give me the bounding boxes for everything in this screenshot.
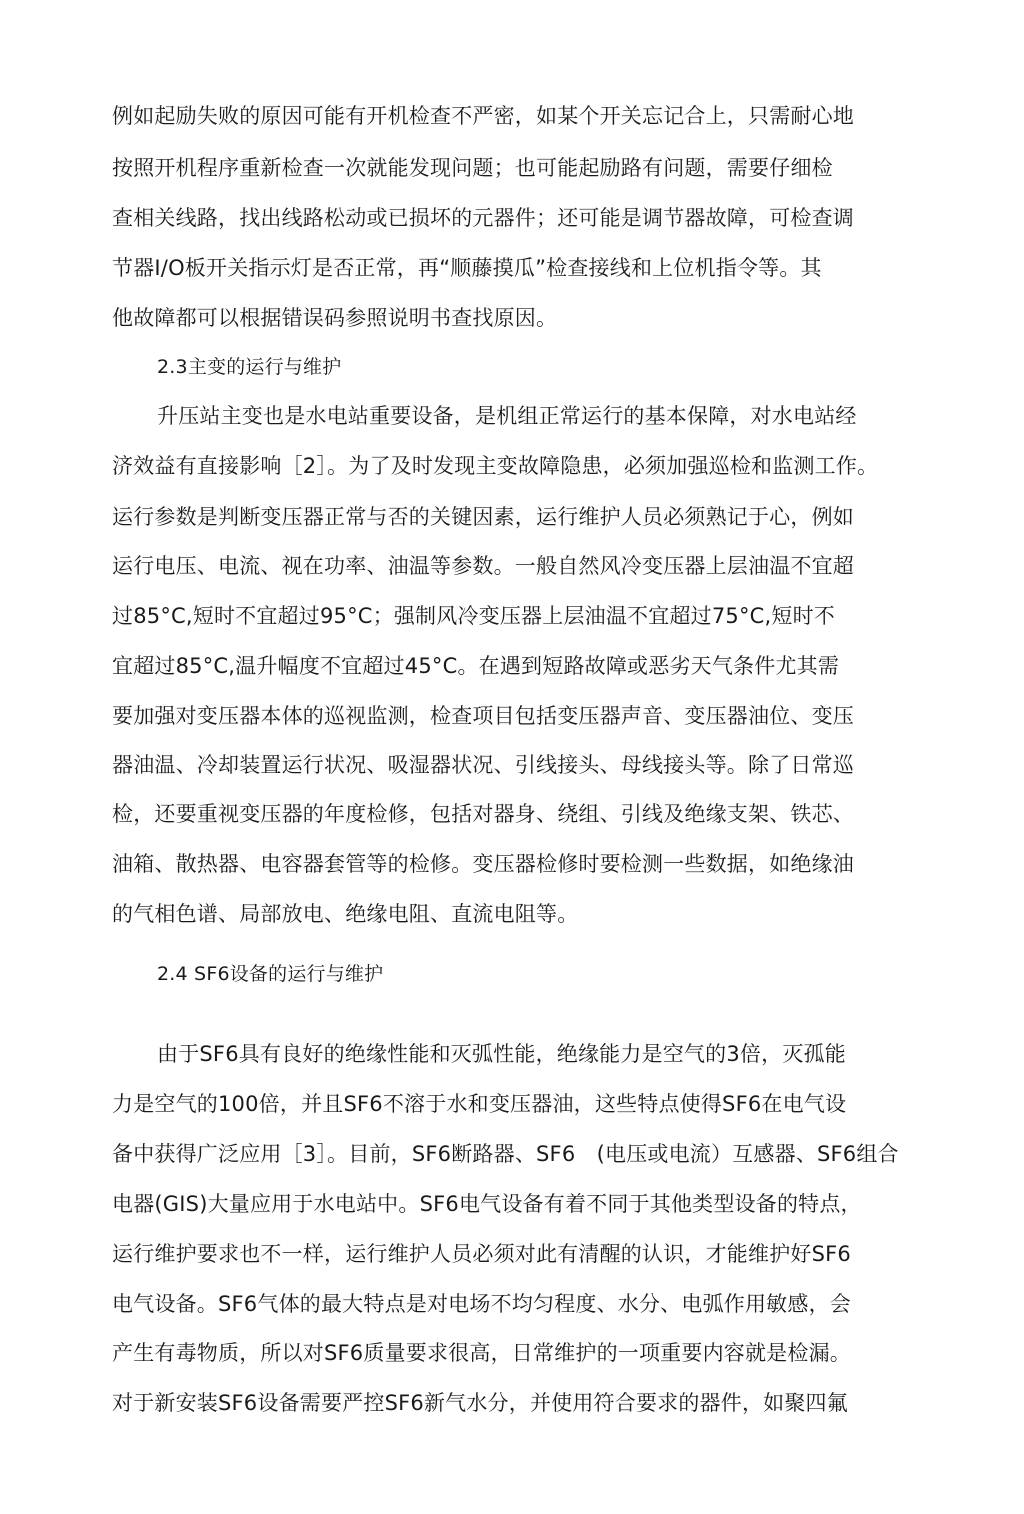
paragraph-line: 电气设备。SF6气体的最大特点是对电场不均匀程度、水分、电弧作用敏感，会 — [112, 1292, 851, 1316]
paragraph-line: 运行电压、电流、视在功率、油温等参数。一般自然风冷变压器上层油温不宜超 — [112, 554, 854, 578]
paragraph-line: 按照开机程序重新检查一次就能发现问题；也可能起励路有问题，需要仔细检 — [112, 156, 833, 180]
section-heading: 2.4 SF6设备的运行与维护 — [157, 963, 384, 985]
paragraph-line: 力是空气的100倍，并且SF6不溶于水和变压器油，这些特点使得SF6在电气设 — [112, 1092, 847, 1116]
paragraph-line: 运行参数是判断变压器正常与否的关键因素，运行维护人员必须熟记于心，例如 — [112, 505, 854, 529]
paragraph-line: 油箱、散热器、电容器套管等的检修。变压器检修时要检测一些数据，如绝缘油 — [112, 852, 854, 876]
paragraph-line: 器油温、冷却装置运行状况、吸湿器状况、引线接头、母线接头等。除了日常巡 — [112, 753, 854, 777]
paragraph-line: 济效益有直接影响［2］。为了及时发现主变故障隐患，必须加强巡检和监测工作。 — [112, 454, 879, 478]
paragraph-line: 电器(GIS)大量应用于水电站中。SF6电气设备有着不同于其他类型设备的特点， — [112, 1192, 862, 1216]
paragraph-line: 产生有毒物质，所以对SF6质量要求很高，日常维护的一项重要内容就是检漏。 — [112, 1341, 851, 1365]
paragraph-line: 备中获得广泛应用［3］。目前，SF6断路器、SF6 (电压或电流）互感器、SF6组合 — [112, 1142, 899, 1166]
paragraph-line: 要加强对变压器本体的巡视监测，检查项目包括变压器声音、变压器油位、变压 — [112, 704, 854, 728]
paragraph-line: 对于新安装SF6设备需要严控SF6新气水分，并使用符合要求的器件，如聚四氟 — [112, 1391, 848, 1415]
paragraph-line: 例如起励失败的原因可能有开机检查不严密，如某个开关忘记合上，只需耐心地 — [112, 104, 854, 128]
paragraph-line: 过85°C,短时不宜超过95°C；强制风冷变压器上层油温不宜超过75°C,短时不 — [112, 604, 836, 628]
paragraph-line: 他故障都可以根据错误码参照说明书查找原因。 — [112, 306, 558, 330]
paragraph-line: 查相关线路，找出线路松动或已损坏的元器件；还可能是调节器故障，可检查调 — [112, 206, 854, 230]
paragraph-line: 升压站主变也是水电站重要设备，是机组正常运行的基本保障，对水电站经 — [157, 404, 857, 428]
section-heading: 2.3主变的运行与维护 — [157, 356, 342, 378]
paragraph-line: 检，还要重视变压器的年度检修，包括对器身、绕组、引线及绝缘支架、铁芯、 — [112, 802, 854, 826]
paragraph-line: 节器I/O板开关指示灯是否正常，再“顺藤摸瓜”检查接线和上位机指令等。其 — [112, 256, 822, 280]
paragraph-line: 宜超过85°C,温升幅度不宜超过45°C。在遇到短路故障或恶劣天气条件尤其需 — [112, 654, 840, 678]
paragraph-line: 的气相色谱、局部放电、绝缘电阻、直流电阻等。 — [112, 902, 579, 926]
paragraph-line: 运行维护要求也不一样，运行维护人员必须对此有清醒的认识，才能维护好SF6 — [112, 1242, 851, 1266]
paragraph-line: 由于SF6具有良好的绝缘性能和灭弧性能，绝缘能力是空气的3倍，灭孤能 — [157, 1042, 846, 1066]
